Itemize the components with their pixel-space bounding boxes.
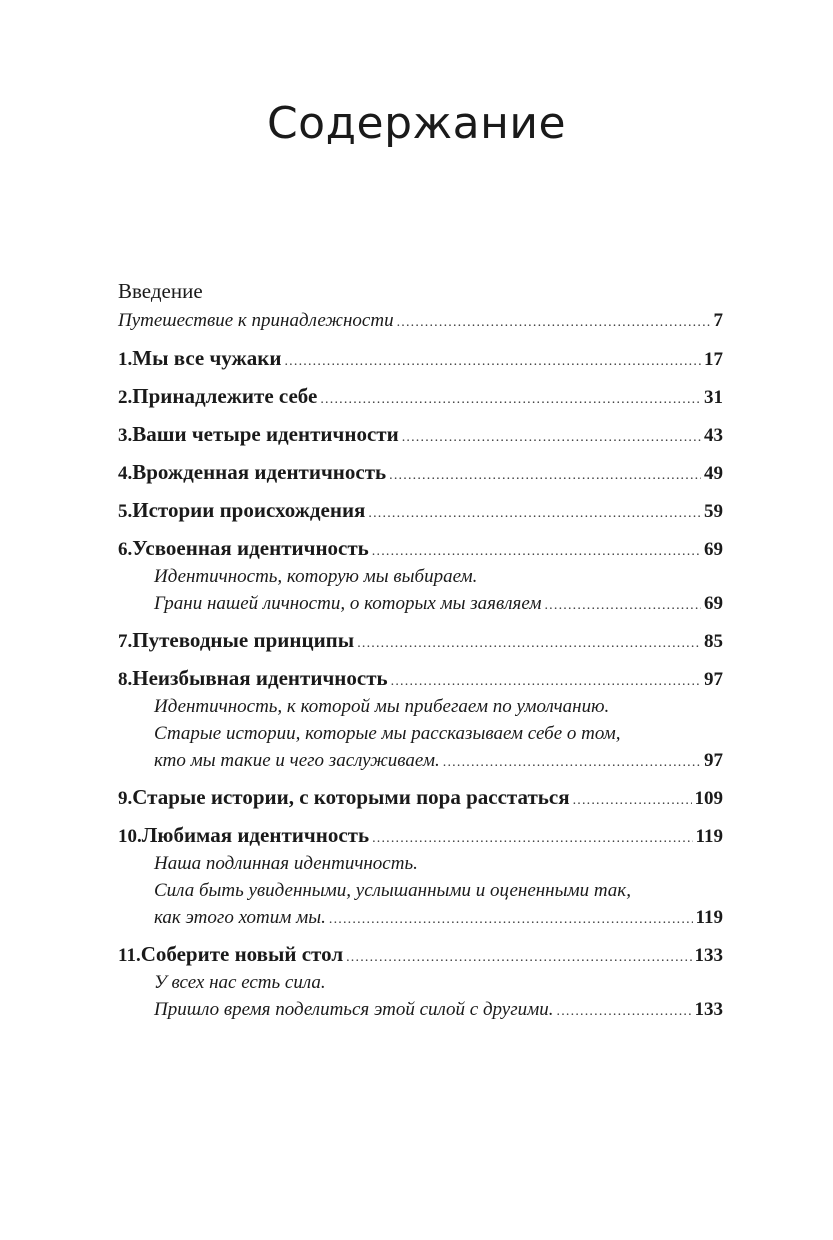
chapter-number: 9. bbox=[118, 788, 133, 809]
chapter-number: 1. bbox=[118, 349, 133, 370]
subtitle-line: Сила быть увиденными, услышанными и оцененными так, bbox=[154, 880, 631, 901]
toc-chapter-9[interactable] bbox=[118, 783, 723, 812]
chapter-number: 3. bbox=[118, 425, 133, 446]
chapter-number: 10. bbox=[118, 826, 142, 847]
toc-chapter-3[interactable] bbox=[118, 420, 723, 449]
dot-leader bbox=[402, 423, 701, 452]
table-of-contents bbox=[118, 276, 723, 1023]
subtitle-line: Наша подлинная идентичность. bbox=[154, 853, 418, 874]
chapter-number: 4. bbox=[118, 463, 133, 484]
chapter-title: Путеводные принципы bbox=[132, 628, 355, 652]
toc-page-number: 133 bbox=[694, 945, 723, 966]
chapter-subtitle bbox=[118, 969, 723, 1023]
toc-chapter-5[interactable] bbox=[118, 496, 723, 525]
toc-page-number: 17 bbox=[704, 349, 723, 370]
subtitle-line: Идентичность, к которой мы прибегаем по умолчанию. bbox=[154, 696, 610, 717]
toc-page-number: 97 bbox=[704, 669, 723, 690]
toc-page-number: 133 bbox=[694, 999, 723, 1020]
chapter-number: 11. bbox=[118, 945, 141, 966]
chapter-title: Старые истории, с которыми пора расстаться bbox=[132, 785, 570, 809]
chapter-subtitle bbox=[118, 693, 723, 774]
toc-chapter-4[interactable] bbox=[118, 458, 723, 487]
toc-page-number: 59 bbox=[704, 501, 723, 522]
chapter-subtitle bbox=[118, 563, 723, 617]
toc-chapter-1[interactable] bbox=[118, 344, 723, 373]
chapter-title: Принадлежите себе bbox=[132, 384, 318, 408]
chapter-title: Неизбывная идентичность bbox=[132, 666, 388, 690]
toc-entry-title: Путешествие к принадлежности bbox=[118, 310, 394, 331]
subtitle-line: Идентичность, которую мы выбираем. bbox=[154, 566, 478, 587]
chapter-title: Усвоенная идентичность bbox=[132, 536, 369, 560]
toc-page-number: 7 bbox=[713, 310, 723, 331]
toc-page-number: 43 bbox=[704, 425, 723, 446]
toc-page-number: 119 bbox=[695, 826, 723, 847]
subtitle-line: Пришло время поделиться этой силой с другими. bbox=[154, 999, 554, 1020]
dot-leader bbox=[389, 461, 701, 490]
dot-leader bbox=[372, 824, 692, 853]
dot-leader bbox=[557, 998, 692, 1025]
chapter-title: Врожденная идентичность bbox=[132, 460, 387, 484]
dot-leader bbox=[372, 537, 701, 566]
toc-page-number: 109 bbox=[694, 788, 723, 809]
toc-chapter-11[interactable] bbox=[118, 940, 723, 1023]
dot-leader bbox=[397, 308, 711, 337]
chapter-number: 2. bbox=[118, 387, 133, 408]
dot-leader bbox=[357, 629, 701, 658]
dot-leader bbox=[544, 592, 701, 619]
dot-leader bbox=[346, 943, 691, 972]
dot-leader bbox=[443, 749, 701, 776]
toc-page-number: 119 bbox=[695, 907, 723, 928]
toc-chapter-2[interactable] bbox=[118, 382, 723, 411]
toc-chapter-8[interactable] bbox=[118, 664, 723, 774]
chapter-number: 5. bbox=[118, 501, 133, 522]
toc-chapter-10[interactable] bbox=[118, 821, 723, 931]
toc-page-number: 85 bbox=[704, 631, 723, 652]
page-title: Содержание bbox=[266, 98, 567, 149]
intro-label: Введение bbox=[118, 279, 203, 303]
toc-chapter-6[interactable] bbox=[118, 534, 723, 617]
dot-leader bbox=[573, 786, 692, 815]
subtitle-line: Старые истории, которые мы рассказываем себе о том, bbox=[154, 723, 621, 744]
subtitle-line: как этого хотим мы. bbox=[154, 907, 326, 928]
subtitle-line: Грани нашей личности, о которых мы заявляем bbox=[154, 593, 542, 614]
chapter-title: Ваши четыре идентичности bbox=[132, 422, 399, 446]
dot-leader bbox=[284, 347, 701, 376]
chapter-number: 7. bbox=[118, 631, 133, 652]
dot-leader bbox=[391, 667, 701, 696]
subtitle-line: кто мы такие и чего заслуживаем. bbox=[154, 750, 440, 771]
chapter-title: Мы все чужаки bbox=[132, 346, 282, 370]
toc-page-number: 31 bbox=[704, 387, 723, 408]
chapter-number: 6. bbox=[118, 539, 133, 560]
chapter-title: Любимая идентичность bbox=[141, 823, 370, 847]
chapter-number: 8. bbox=[118, 669, 133, 690]
chapter-title: Истории происхождения bbox=[132, 498, 366, 522]
toc-page-number: 97 bbox=[704, 750, 723, 771]
toc-page-number: 69 bbox=[704, 539, 723, 560]
chapter-subtitle bbox=[118, 850, 723, 931]
toc-chapter-7[interactable] bbox=[118, 626, 723, 655]
toc-entry-intro[interactable] bbox=[118, 306, 723, 335]
chapter-title: Соберите новый стол bbox=[140, 942, 344, 966]
subtitle-line: У всех нас есть сила. bbox=[154, 972, 326, 993]
toc-page-number: 69 bbox=[704, 593, 723, 614]
toc-page-number: 49 bbox=[704, 463, 723, 484]
dot-leader bbox=[368, 499, 701, 528]
dot-leader bbox=[320, 385, 701, 414]
dot-leader bbox=[329, 906, 693, 933]
